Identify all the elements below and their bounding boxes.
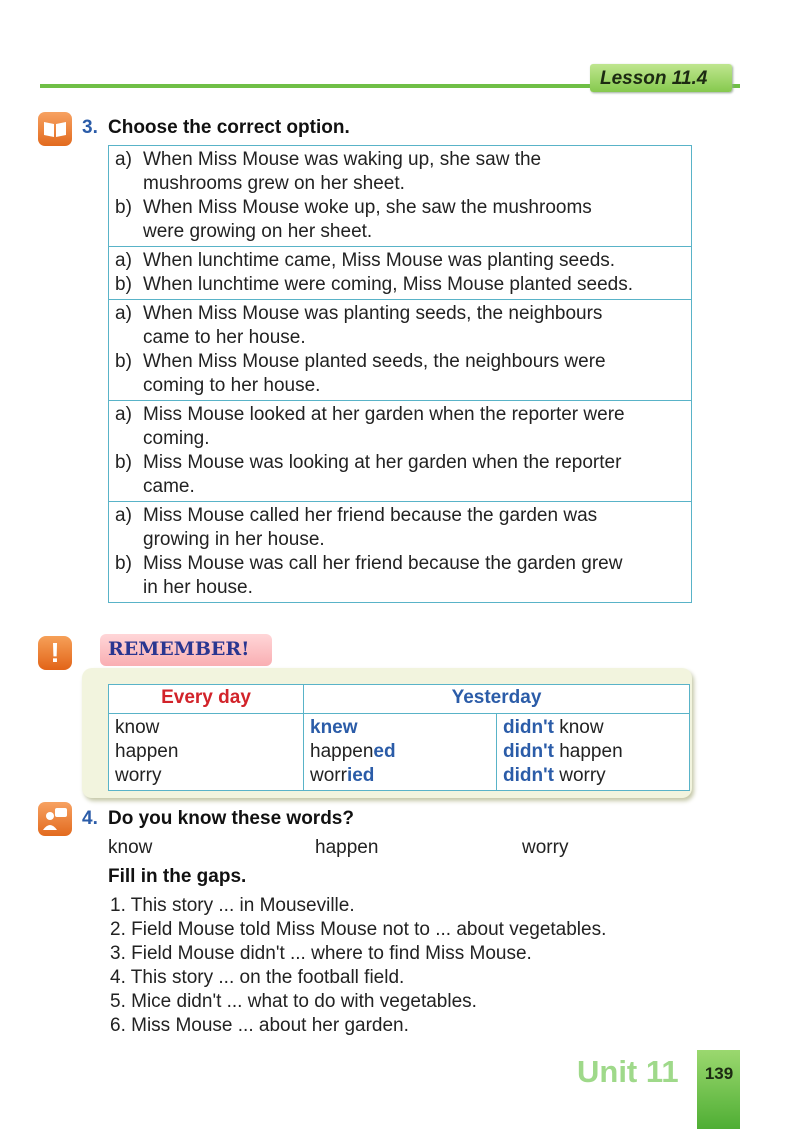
book-icon (38, 112, 72, 146)
option-text: Miss Mouse was looking at her garden when the reporter came. (143, 452, 622, 497)
negative-aux: didn't (503, 717, 554, 738)
remember-title: REMEMBER! (108, 638, 250, 660)
past-stem: happen (310, 741, 374, 762)
gap-item: 3. Field Mouse didn't ... where to find Miss Mouse. (110, 943, 532, 964)
option-text: When Miss Mouse was waking up, she saw the mushrooms grew on her sheet. (143, 149, 542, 194)
base-form: happen (115, 741, 179, 762)
col-yesterday: Yesterday (304, 685, 690, 714)
exercise-4-number: 4. (82, 808, 98, 829)
negative-forms (497, 714, 690, 791)
option-b[interactable] (115, 196, 691, 244)
option-letter: a) (115, 303, 132, 324)
option-letter: b) (115, 274, 132, 295)
option-a[interactable] (115, 148, 691, 196)
negative-form (503, 716, 683, 740)
past-form (310, 764, 490, 788)
option-b[interactable] (115, 451, 691, 499)
warning-icon: ! (38, 636, 72, 670)
option-letter: b) (115, 452, 132, 473)
word-item: worry (522, 837, 569, 858)
option-letter: b) (115, 553, 132, 574)
remember-tab (100, 634, 272, 666)
option-b[interactable] (115, 273, 691, 297)
base-form: know (115, 717, 160, 738)
word-item: know (108, 837, 153, 858)
verb-table (108, 684, 690, 791)
gap-item: 1. This story ... in Mouseville. (110, 895, 355, 916)
gap-item: 2. Field Mouse told Miss Mouse not to ... about vegetables. (110, 919, 607, 940)
negative-form (503, 740, 683, 764)
option-letter: b) (115, 351, 132, 372)
option-text: Miss Mouse was call her friend because the garden grew in her house. (143, 553, 623, 598)
option-text: Miss Mouse called her friend because the garden was growing in her house. (143, 505, 598, 550)
exercise-3-number: 3. (82, 117, 98, 138)
exercise-4-heading: Do you know these words? (108, 808, 354, 829)
lesson-label: Lesson 11.4 (600, 68, 708, 89)
negative-verb: happen (559, 741, 623, 762)
past-form (310, 740, 490, 764)
unit-label: Unit 11 (577, 1054, 679, 1089)
negative-form (503, 764, 683, 788)
past-forms (304, 714, 497, 791)
option-letter: b) (115, 197, 132, 218)
speech-icon (38, 802, 72, 836)
option-text: Miss Mouse looked at her garden when the reporter were coming. (143, 404, 625, 449)
word-item: happen (315, 837, 379, 858)
option-text: When Miss Mouse was planting seeds, the neighbours came to her house. (143, 303, 603, 348)
option-letter: a) (115, 250, 132, 271)
option-a[interactable] (115, 403, 691, 451)
base-form: worry (115, 765, 162, 786)
gap-list (110, 894, 606, 1038)
page-number: 139 (704, 1064, 734, 1083)
option-group (109, 146, 691, 246)
option-text: When Miss Mouse planted seeds, the neighbours were coming to her house. (143, 351, 606, 396)
option-a[interactable] (115, 249, 691, 273)
negative-aux: didn't (503, 741, 554, 762)
options-table (108, 145, 692, 603)
option-letter: a) (115, 149, 132, 170)
option-b[interactable] (115, 350, 691, 398)
past-stem: worr (310, 765, 347, 786)
option-letter: a) (115, 404, 132, 425)
option-group (109, 299, 691, 400)
option-text: When lunchtime came, Miss Mouse was planting seeds. (143, 250, 616, 271)
past-suffix: ied (346, 765, 375, 786)
option-b[interactable] (115, 552, 691, 600)
option-text: When Miss Mouse woke up, she saw the mushrooms were growing on her sheet. (143, 197, 592, 242)
option-group (109, 246, 691, 299)
negative-verb: worry (559, 765, 606, 786)
negative-verb: know (559, 717, 604, 738)
option-group (109, 400, 691, 501)
gap-item: 5. Mice didn't ... what to do with vegetables. (110, 991, 477, 1012)
exercise-3-heading: Choose the correct option. (108, 117, 350, 138)
past-suffix: ed (373, 741, 396, 762)
option-text: When lunchtime were coming, Miss Mouse planted seeds. (143, 274, 634, 295)
negative-aux: didn't (503, 765, 554, 786)
option-group (109, 501, 691, 602)
option-letter: a) (115, 505, 132, 526)
lesson-tab (590, 64, 732, 92)
page-tab (697, 1050, 740, 1129)
option-a[interactable] (115, 302, 691, 350)
gap-item: 6. Miss Mouse ... about her garden. (110, 1015, 409, 1036)
past-form: knew (310, 717, 358, 738)
col-every-day: Every day (109, 685, 304, 714)
option-a[interactable] (115, 504, 691, 552)
gap-item: 4. This story ... on the football field. (110, 967, 405, 988)
base-forms (109, 714, 304, 791)
fill-gaps-heading: Fill in the gaps. (108, 866, 247, 887)
